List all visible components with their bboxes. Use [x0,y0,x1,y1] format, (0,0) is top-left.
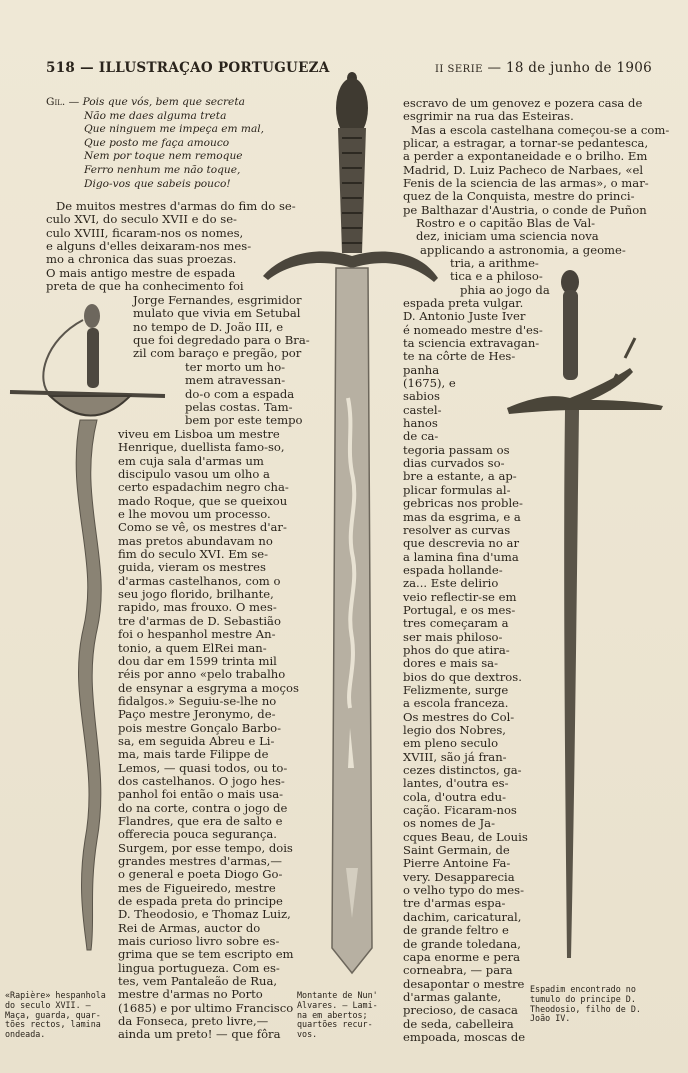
text-line: discipulo vasou um olho a [118,467,270,482]
text-line: za... Este delirio [403,576,499,591]
text-line: cezes distinctos, ga- [403,763,522,778]
poem-speaker: Gil. — [46,96,80,108]
text-line: grima que se tem escripto em [118,947,294,962]
issue-date: — 18 de junho de 1906 [487,60,652,76]
text-line: Surgem, por esse tempo, dois [118,840,293,855]
text-line: Henrique, duellista famo-so, [118,440,285,455]
text-line: plicar formulas al- [403,482,511,497]
text-line: de ca- [403,429,439,444]
text-line: sabios [403,389,440,404]
text-line: offerecia pouca segurança. [118,827,277,842]
text-line: dores e mais sa- [403,656,499,671]
text-line: Portugal, e os mes- [403,602,516,617]
text-line: viveu em Lisboa um mestre [118,427,280,441]
text-line: e lhe movou um processo. [118,507,271,522]
text-line: em cuja sala d'armas um [118,453,264,468]
text-line: Flandres, que era de salto e [118,813,283,828]
text-line: réis por anno «pelo trabalho [118,667,286,682]
text-line: ser mais philoso- [403,629,503,644]
text-line: veio reflectir-se em [403,589,517,604]
text-line: tonio, a quem ElRei man- [118,640,267,655]
text-line: te na côrte de Hes- [403,349,516,364]
poem-line: Nem por toque nem remoque [84,150,243,163]
text-line: capa enorme e pera [403,949,521,964]
text-line: bios do que dextros. [403,669,522,684]
poem-line: Gil. — Pois que vós, bem que secreta [46,96,245,108]
col2-top: escravo de um genovez e pozera casa de esgrimir na rua das Esteiras. Mas a escola castelhana começou-se a com- plicar, a estragar, a tornar-se pedantesca, a perder a expontaneidade e o brilho. Em Madrid, D. Luiz Pacheco de Narbaes, «el Fenis de la sciencia de las armas», o mar- quez de la Conquista, mestre do princi- pe Balthazar d'Austria, o conde de Puñon [403,96,670,217]
text-line: tes, vem Pantaleão de Rua, [118,974,278,989]
text-line: fim do seculo XVI. Em se- [118,547,269,562]
text-line: rapido, mas frouxo. O mes- [118,600,277,615]
text-line: desapontar o mestre [403,976,525,991]
page-header-right [435,60,652,76]
text-line: guida, vieram os mestres [118,560,266,575]
text-line: que descrevia no ar [403,536,520,551]
text-line: de grande toledana, [403,936,521,951]
text-line: mado Roque, que se queixou [118,493,288,508]
text-line: fidalgos.» Seguiu-se-lhe no [118,693,277,708]
text-line: dias curvados so- [403,456,505,471]
poem-line: Que posto me faça amouco [84,136,230,149]
text-line: Como se vê, os mestres d'ar- [118,520,287,535]
text-line: do na corte, contra o jogo de [118,800,288,815]
text-line: o general e poeta Diogo Go- [118,867,283,882]
text-line: dou dar em 1599 trinta mil [118,653,277,668]
text-line: pois mestre Gonçalo Barbo- [118,720,282,735]
col2-wrap: Rostro e o capitão Blas de Val- dez, iniciam uma sciencia nova applicando a astronomia, a geome- tria, a arithme- tica e a philoso- phia ao jogo da [416,216,626,297]
caption-espadim: Espadim encontrado no tumulo do principe D. Theodosio, filho de D. João IV. [530,984,641,1024]
poem [46,96,286,191]
text-line: phos do que atira- [403,642,510,657]
text-line: cação. Ficaram-nos [403,803,517,818]
rapier-illustration [5,300,170,960]
text-line: cola, d'outra edu- [403,789,506,804]
col1-intro: De muitos mestres d'armas do fim do se- culo XVI, do seculo XVII e do se- culo XVIII, ficaram-nos os nomes, e alguns d'elles deixaram-nos mes- mo a chronica das suas proezas. [46,199,296,267]
text-line: d'armas galante, [403,989,502,1004]
text-line: D. Antonio Juste Iver [403,309,526,324]
text-line: ma, mais tarde Filippe de [118,747,269,762]
text-line: lantes, d'outra es- [403,776,509,791]
text-line: Saint Germain, de [403,843,510,858]
text-line: de grande feltro e [403,923,509,938]
text-line: very. Desapparecia [403,869,515,884]
text-line: gebricas nos proble- [403,496,523,511]
text-line: dachim, caricatural, [403,909,522,924]
text-line: tegoria passam os [403,442,510,457]
text-line: de ensynar a esgryma a moços [118,680,299,695]
poem-line: Que ninguem me impeça em mal, [84,123,265,136]
text-line: (1675), e [403,376,456,391]
text-line: mas pretos abundavam no [118,533,273,548]
text-line: mais curioso livro sobre es- [118,934,280,949]
text-line: em pleno seculo [403,736,499,751]
espadim-illustration [505,268,665,968]
text-line: resolver as curvas [403,522,511,537]
text-line: dos castelhanos. O jogo hes- [118,773,285,788]
col1-body: Jorge Fernandes, esgrimidor mulato que vivia em Setubal no tempo de D. João III, e que foi degredado para o Bra- zil com baraço e pregão, por [133,293,310,361]
text-line: d'armas castelhanos, com o [118,573,281,588]
text-line: XVIII, são já fran- [403,749,507,764]
text-line: espada hollande- [403,562,503,577]
text-line: foi o hespanhol mestre An- [118,627,276,642]
col1-narrow: ter morto um ho- mem atravessan- do-o com a espada pelas costas. Tam- bem por este tempo [185,360,303,428]
page-header-left: 518 — ILLUSTRAÇAO PORTUGUEZA [46,60,330,76]
text-line: tre d'armas espa- [403,896,506,911]
text-line: o velho typo do mes- [403,883,525,898]
text-line: hanos [403,416,438,431]
text-line: Rei de Armas, auctor do [118,920,261,935]
text-line: os nomes de Ja- [403,816,495,831]
montante-illustration [258,68,443,978]
text-line: tre d'armas de D. Sebastião [118,613,281,628]
text-line: precioso, de casaca [403,1003,518,1018]
text-line: certo espadachim negro cha- [118,480,289,495]
poem-line: Ferro nenhum me não toque, [84,163,241,176]
text-line: castel- [403,402,442,417]
text-line: D. Theodosio, e Thomaz Luiz, [118,907,291,922]
text-line: mas da esgrima, e a [403,509,521,524]
poem-line: Digo-vos que sabeis pouco! [84,177,231,190]
text-line: ta sciencia extravagan- [403,336,540,351]
text-line: é nomeado mestre d'es- [403,322,543,337]
text-line: panhol foi então o mais usa- [118,787,284,802]
text-line: Felizmente, surge [403,682,509,697]
text-line: sa, em seguida Abreu e Li- [118,733,275,748]
text-line: corneabra, — para [403,963,513,978]
text-line: cques Beau, de Louis [403,829,528,844]
text-line: grandes mestres d'armas,— [118,854,282,868]
text-line: panha [403,362,440,377]
text-line: legio dos Nobres, [403,723,506,737]
text-line: lingua portugueza. Com es- [118,960,280,975]
series-label: II SERIE [434,64,483,75]
text-line: a lamina fina d'uma [403,549,519,564]
col1-intro-end: O mais antigo mestre de espada preta de que ha conhecimento foi [46,266,244,294]
text-line: a escola franceza. [403,696,509,711]
text-line: bre a estante, a ap- [403,469,517,484]
text-line: ainda um preto! — que fôra [118,1027,281,1042]
text-line: seu jogo florido, brilhante, [118,587,274,602]
text-line: Lemos, — quasi todos, ou to- [118,760,288,775]
text-line: espada preta vulgar. [403,296,524,310]
text-line: da Fonseca, preto livre,— [118,1014,269,1029]
text-line: de espada preta do principe [118,894,283,909]
text-line: Pierre Antoine Fa- [403,856,511,871]
caption-montante: Montante de Nun' Alvares. — Lami- na em abertos; quartões recur- vos. [297,990,378,1040]
text-line: Os mestres do Col- [403,709,515,724]
text-line: de seda, cabelleira [403,1016,514,1031]
text-line: mes de Figueiredo, mestre [118,880,276,895]
text-line: mestre d'armas no Porto [118,987,263,1002]
text-line: (1685) e por ultimo Francisco [118,1000,294,1015]
text-line: empoada, moscas de [403,1029,526,1044]
poem-line: Não me daes alguma treta [84,109,227,122]
caption-rapier: «Rapière» hespanhola do seculo XVII. — Maça, guarda, quar- tões rectos, lamina ondeada. [5,990,106,1040]
text-line: tres começaram a [403,616,509,631]
text-line: Paço mestre Jeronymo, de- [118,707,276,722]
